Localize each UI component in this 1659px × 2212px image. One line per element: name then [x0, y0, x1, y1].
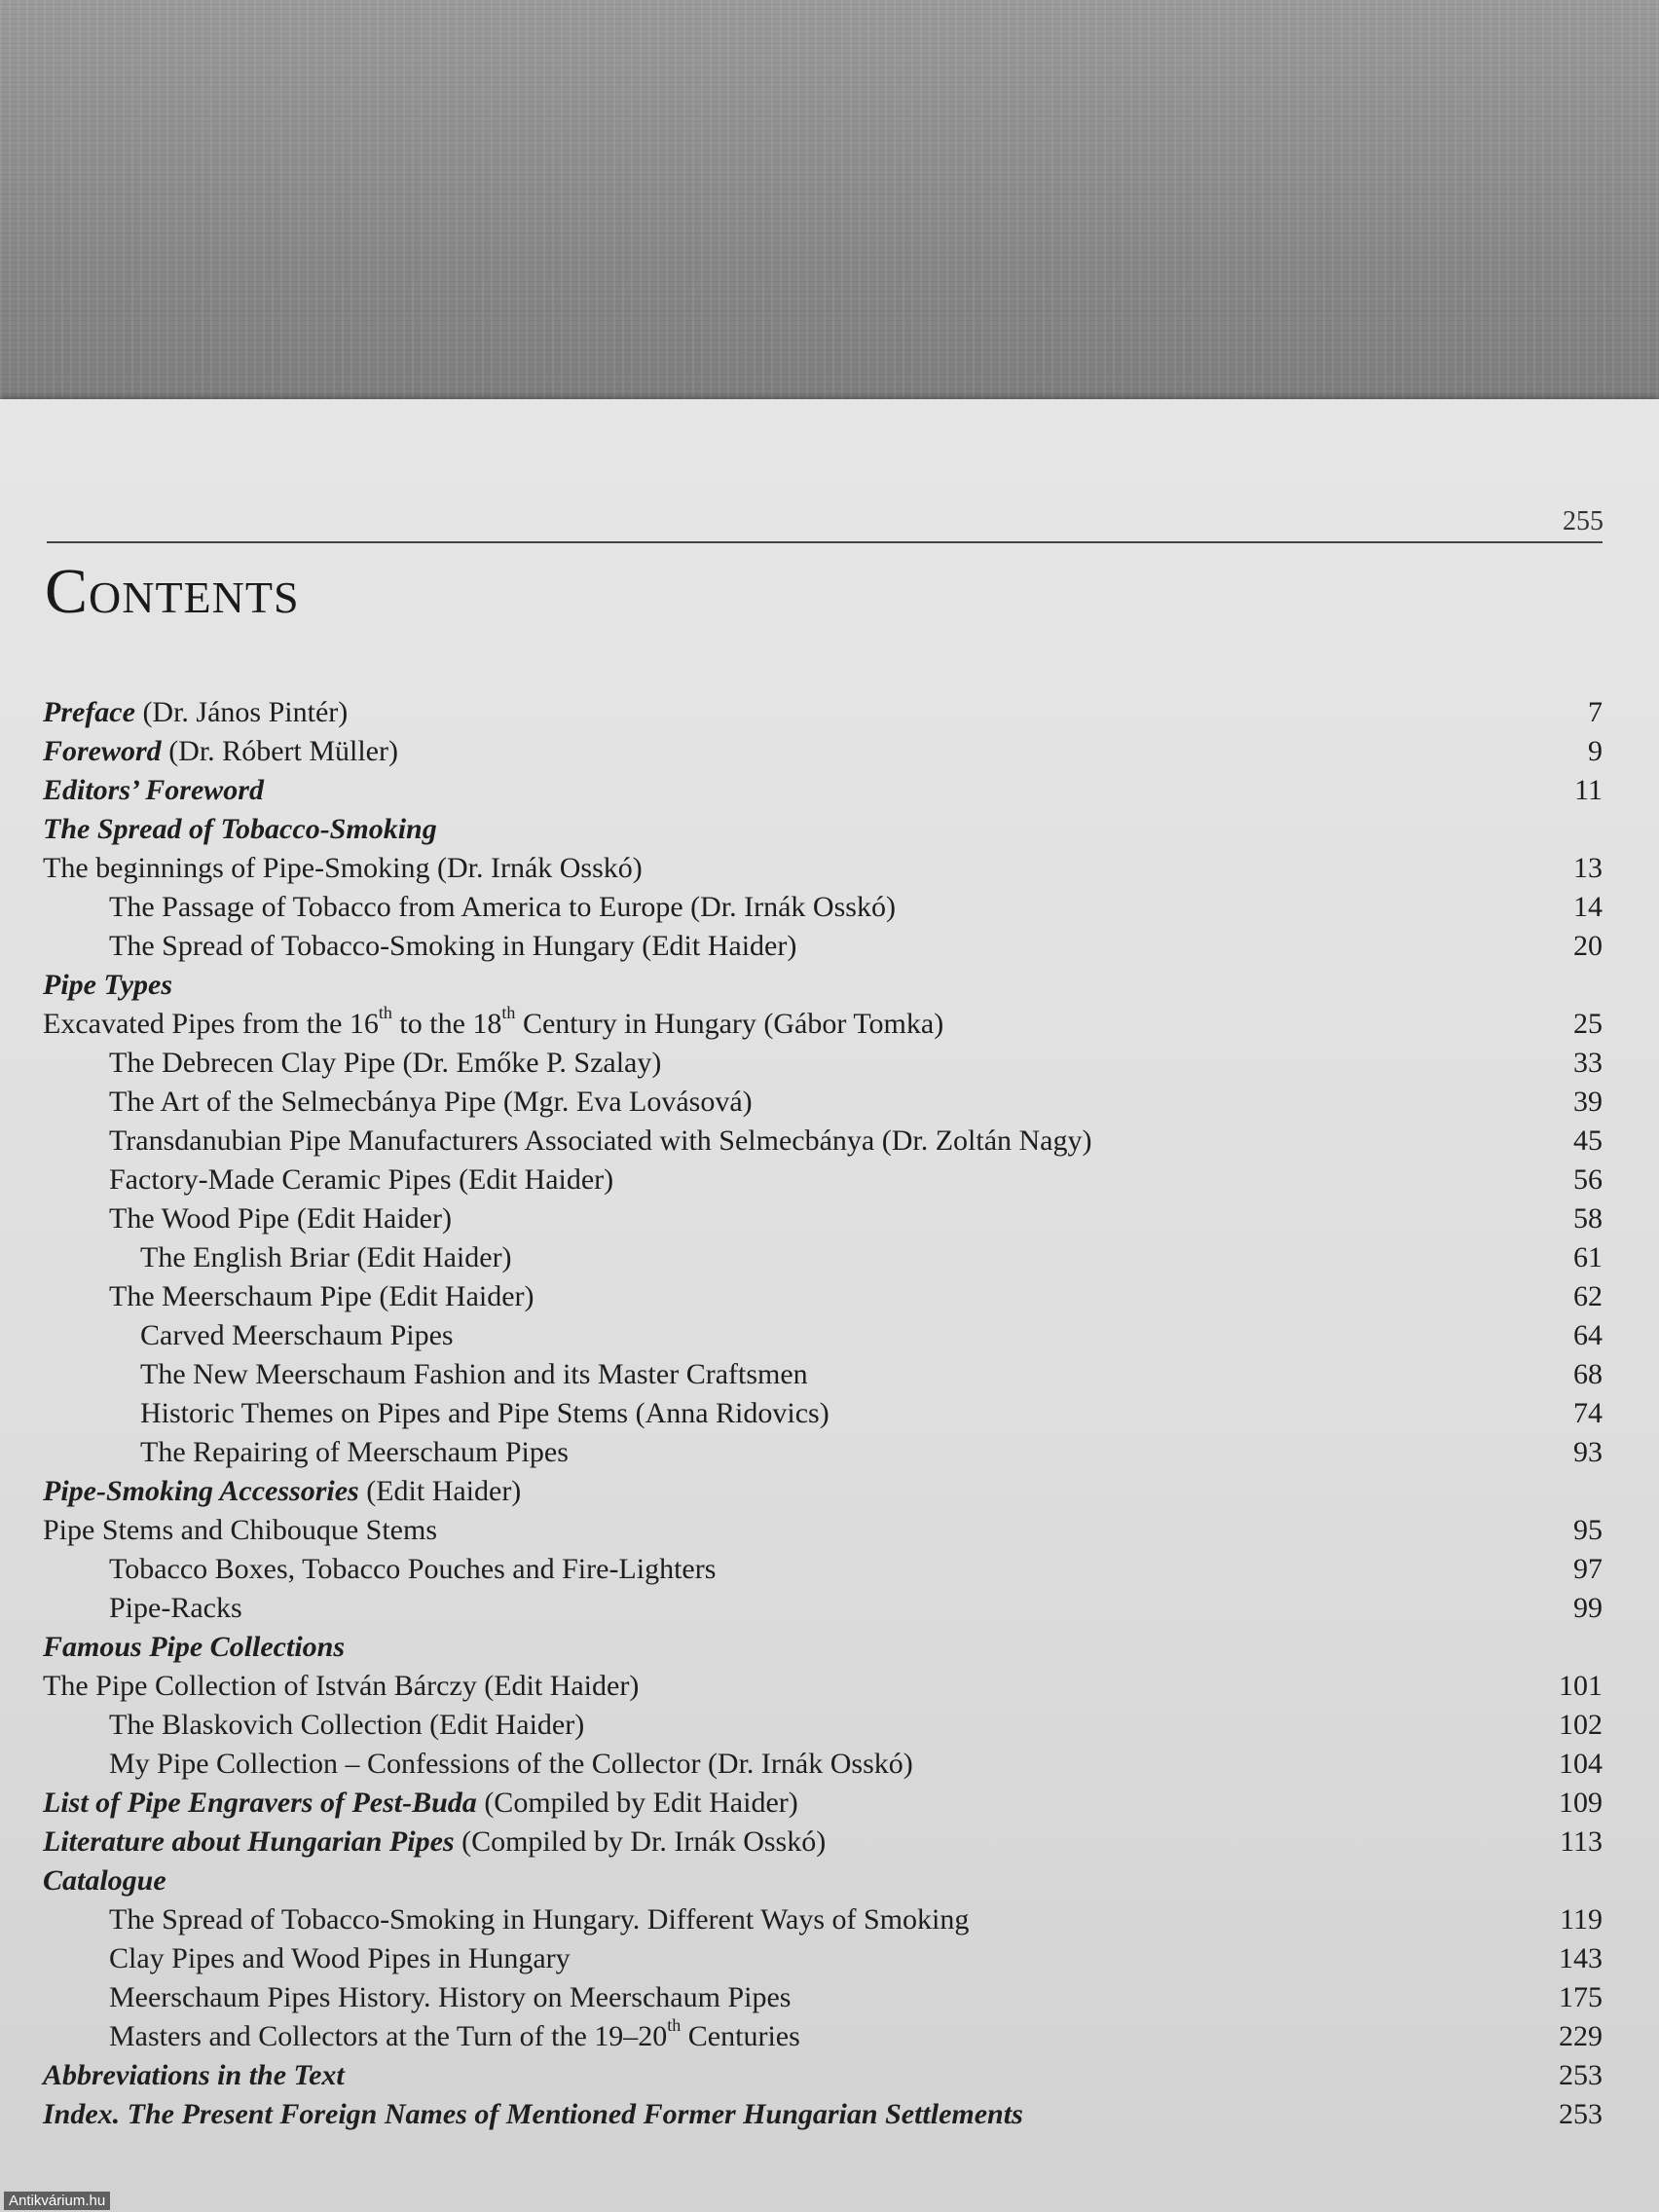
toc-entry-heading-text: Famous Pipe Collections [43, 1631, 346, 1663]
toc-entry-heading-text: Foreword [43, 735, 162, 767]
toc-entry-text: Excavated Pipes from the 16 [43, 1008, 379, 1040]
toc-entry [0, 1900, 1659, 1939]
toc-entry-title [43, 1003, 944, 1040]
toc-entry-page-number: 253 [1559, 2098, 1603, 2130]
toc-entry-title [109, 1086, 753, 1118]
toc-entry-text: Factory-Made Ceramic Pipes (Edit Haider) [109, 1163, 614, 1196]
toc-entry-title [43, 969, 172, 1001]
toc-entry-title [109, 1163, 613, 1196]
toc-entry-heading-text: Pipe-Smoking Accessories [43, 1475, 359, 1507]
toc-entry-page-number: 109 [1559, 1787, 1603, 1819]
toc-entry-title [109, 1709, 584, 1741]
toc-entry [0, 1472, 1659, 1511]
toc-entry-text: Meerschaum Pipes History. History on Meerschaum Pipes [109, 1981, 792, 2013]
toc-entry [0, 1199, 1659, 1238]
toc-entry-page-number: 253 [1559, 2059, 1603, 2091]
toc-entry-title [43, 813, 437, 845]
toc-entry [0, 1628, 1659, 1667]
toc-entry-heading-text: Editors’ Foreword [43, 774, 264, 806]
toc-entry [0, 1433, 1659, 1472]
toc-entry [0, 966, 1659, 1005]
toc-entry [0, 1862, 1659, 1900]
toc-entry-title [140, 1436, 569, 1468]
toc-entry-title [43, 1864, 166, 1897]
toc-entry-title [109, 1124, 1091, 1157]
toc-entry-text: Transdanubian Pipe Manufacturers Associated with Selmecbánya (Dr. Zoltán Nagy) [109, 1124, 1092, 1157]
toc-entry-title [109, 1981, 791, 2013]
toc-entry-title [140, 1397, 830, 1429]
toc-entry-text: to the 18 [391, 1008, 502, 1040]
toc-entry-page-number: 61 [1573, 1241, 1603, 1273]
toc-entry-page-number: 95 [1573, 1514, 1603, 1546]
toc-entry-page-number: 113 [1560, 1825, 1603, 1858]
toc-entry-page-number: 7 [1588, 696, 1603, 728]
toc-entry-title [43, 852, 643, 884]
toc-entry-text: Century in Hungary (Gábor Tomka) [515, 1008, 944, 1040]
toc-entry-title [109, 1280, 535, 1312]
table-of-contents [0, 693, 1659, 2134]
toc-entry-text: (Dr. János Pintér) [134, 696, 349, 728]
toc-entry-title [140, 1241, 512, 1273]
toc-entry-text: The Debrecen Clay Pipe (Dr. Emőke P. Szalay) [109, 1047, 662, 1079]
toc-entry-text: The Spread of Tobacco-Smoking in Hungary. Different Ways of Smoking [109, 1903, 970, 1936]
toc-entry-page-number: 97 [1573, 1553, 1603, 1585]
toc-entry-page-number: 68 [1573, 1358, 1603, 1390]
toc-entry-text: The Wood Pipe (Edit Haider) [109, 1202, 452, 1235]
toc-entry [0, 1122, 1659, 1161]
toc-entry [0, 1238, 1659, 1277]
toc-entry-text: The English Briar (Edit Haider) [140, 1241, 512, 1273]
toc-entry [0, 1823, 1659, 1862]
toc-entry-page-number: 229 [1559, 2020, 1603, 2052]
book-page [0, 399, 1659, 2212]
toc-entry-title [43, 1631, 345, 1663]
background-surface [0, 0, 1659, 419]
toc-entry [0, 927, 1659, 966]
toc-entry-title [109, 2015, 800, 2052]
watermark: Antikvárium.hu [4, 2192, 110, 2210]
toc-entry [0, 2017, 1659, 2056]
toc-entry [0, 732, 1659, 771]
toc-entry-title [43, 1475, 521, 1507]
toc-entry-text: The Repairing of Meerschaum Pipes [140, 1436, 569, 1468]
toc-entry-title [43, 2098, 1023, 2130]
toc-entry-page-number: 14 [1573, 891, 1603, 923]
toc-entry-text: Pipe-Racks [109, 1592, 242, 1624]
toc-entry [0, 2056, 1659, 2095]
toc-entry-heading-text: Index. The Present Foreign Names of Mentioned Former Hungarian Settlements [43, 2098, 1023, 2130]
toc-entry [0, 849, 1659, 888]
toc-entry-text: The Art of the Selmecbánya Pipe (Mgr. Eva Lovásová) [109, 1086, 753, 1118]
toc-entry-text: My Pipe Collection – Confessions of the Collector (Dr. Irnák Osskó) [109, 1748, 913, 1780]
toc-entry-text: th [378, 1003, 392, 1022]
toc-entry [0, 1745, 1659, 1784]
toc-entry [0, 1355, 1659, 1394]
toc-entry-page-number: 64 [1573, 1319, 1603, 1351]
toc-entry [0, 1939, 1659, 1978]
toc-entry [0, 1784, 1659, 1823]
toc-entry-heading-text: Pipe Types [43, 969, 172, 1001]
toc-entry-text: th [501, 1003, 516, 1022]
toc-entry-title [43, 1670, 639, 1702]
toc-entry-heading-text: Preface [43, 696, 135, 728]
toc-entry-page-number: 58 [1573, 1202, 1603, 1235]
toc-entry-title [43, 735, 398, 767]
toc-entry-text: The New Meerschaum Fashion and its Master Craftsmen [140, 1358, 808, 1390]
toc-entry-title [109, 1903, 969, 1936]
toc-entry-text: th [667, 2015, 682, 2035]
toc-entry [0, 1667, 1659, 1706]
toc-entry-text: The Meerschaum Pipe (Edit Haider) [109, 1280, 535, 1312]
toc-entry-page-number: 101 [1559, 1670, 1603, 1702]
toc-entry-title [109, 1202, 452, 1235]
toc-entry-page-number: 45 [1573, 1124, 1603, 1157]
toc-entry [0, 693, 1659, 732]
toc-entry-text: Historic Themes on Pipes and Pipe Stems (Anna Ridovics) [140, 1397, 830, 1429]
toc-entry-text: (Dr. Róbert Müller) [161, 735, 398, 767]
toc-entry-text: The beginnings of Pipe-Smoking (Dr. Irnák Osskó) [43, 852, 643, 884]
toc-entry-title [43, 2059, 345, 2091]
toc-entry [0, 1005, 1659, 1044]
toc-entry-text: The Spread of Tobacco-Smoking in Hungary (Edit Haider) [109, 930, 797, 962]
toc-entry-title [43, 696, 348, 728]
toc-entry-title [109, 1592, 242, 1624]
toc-entry-title [43, 1787, 798, 1819]
toc-entry-heading-text: Abbreviations in the Text [43, 2059, 345, 2091]
toc-entry-title [43, 1514, 437, 1546]
toc-entry-title [140, 1358, 808, 1390]
toc-entry [0, 1044, 1659, 1083]
toc-entry-page-number: 102 [1559, 1709, 1603, 1741]
toc-entry [0, 1316, 1659, 1355]
toc-entry-title [109, 891, 896, 923]
toc-entry-text: The Passage of Tobacco from America to Europe (Dr. Irnák Osskó) [109, 891, 896, 923]
toc-entry-text: Tobacco Boxes, Tobacco Pouches and Fire-Lighters [109, 1553, 717, 1585]
toc-entry-page-number: 11 [1574, 774, 1603, 806]
toc-entry-page-number: 33 [1573, 1047, 1603, 1079]
toc-entry-title [109, 1942, 571, 1974]
toc-entry-page-number: 119 [1560, 1903, 1603, 1936]
toc-entry-page-number: 20 [1573, 930, 1603, 962]
toc-entry [0, 1589, 1659, 1628]
toc-entry-text: Clay Pipes and Wood Pipes in Hungary [109, 1942, 571, 1974]
toc-entry [0, 1277, 1659, 1316]
toc-entry [0, 1083, 1659, 1122]
toc-entry-heading-text: List of Pipe Engravers of Pest-Buda [43, 1787, 477, 1819]
toc-entry-text: Carved Meerschaum Pipes [140, 1319, 454, 1351]
toc-entry [0, 1161, 1659, 1199]
toc-entry-text: The Pipe Collection of István Bárczy (Edit Haider) [43, 1670, 640, 1702]
toc-entry-title [43, 1825, 826, 1858]
page-number: 255 [1563, 506, 1604, 536]
toc-entry-text: Pipe Stems and Chibouque Stems [43, 1514, 437, 1546]
toc-entry-page-number: 39 [1573, 1086, 1603, 1118]
page-title: Contents [45, 556, 300, 627]
toc-entry [0, 1978, 1659, 2017]
toc-entry-page-number: 104 [1559, 1748, 1603, 1780]
toc-entry-text: (Edit Haider) [358, 1475, 522, 1507]
toc-entry-page-number: 13 [1573, 852, 1603, 884]
toc-entry-page-number: 143 [1559, 1942, 1603, 1974]
toc-entry [0, 1550, 1659, 1589]
toc-entry-title [109, 1047, 661, 1079]
toc-entry-heading-text: Literature about Hungarian Pipes [43, 1825, 455, 1858]
toc-entry-title [109, 1748, 913, 1780]
toc-entry-page-number: 9 [1588, 735, 1603, 767]
toc-entry [0, 1394, 1659, 1433]
toc-entry-title [43, 774, 264, 806]
toc-entry-page-number: 56 [1573, 1163, 1603, 1196]
toc-entry-title [140, 1319, 454, 1351]
toc-entry [0, 888, 1659, 927]
toc-entry-text: (Compiled by Dr. Irnák Osskó) [454, 1825, 827, 1858]
toc-entry [0, 2095, 1659, 2134]
toc-entry [0, 1511, 1659, 1550]
toc-entry-page-number: 74 [1573, 1397, 1603, 1429]
toc-entry-page-number: 62 [1573, 1280, 1603, 1312]
toc-entry-title [109, 930, 796, 962]
toc-entry-page-number: 99 [1573, 1592, 1603, 1624]
toc-entry [0, 771, 1659, 810]
toc-entry-title [109, 1553, 716, 1585]
toc-entry-text: Masters and Collectors at the Turn of the 19–20 [109, 2020, 668, 2052]
toc-entry-page-number: 175 [1559, 1981, 1603, 2013]
toc-entry-text: (Compiled by Edit Haider) [476, 1787, 798, 1819]
header-rule [47, 541, 1603, 543]
toc-entry-heading-text: Catalogue [43, 1864, 166, 1897]
toc-entry [0, 1706, 1659, 1745]
toc-entry [0, 810, 1659, 849]
toc-entry-text: Centuries [681, 2020, 800, 2052]
toc-entry-page-number: 25 [1573, 1008, 1603, 1040]
toc-entry-heading-text: The Spread of Tobacco-Smoking [43, 813, 437, 845]
toc-entry-text: The Blaskovich Collection (Edit Haider) [109, 1709, 585, 1741]
toc-entry-page-number: 93 [1573, 1436, 1603, 1468]
